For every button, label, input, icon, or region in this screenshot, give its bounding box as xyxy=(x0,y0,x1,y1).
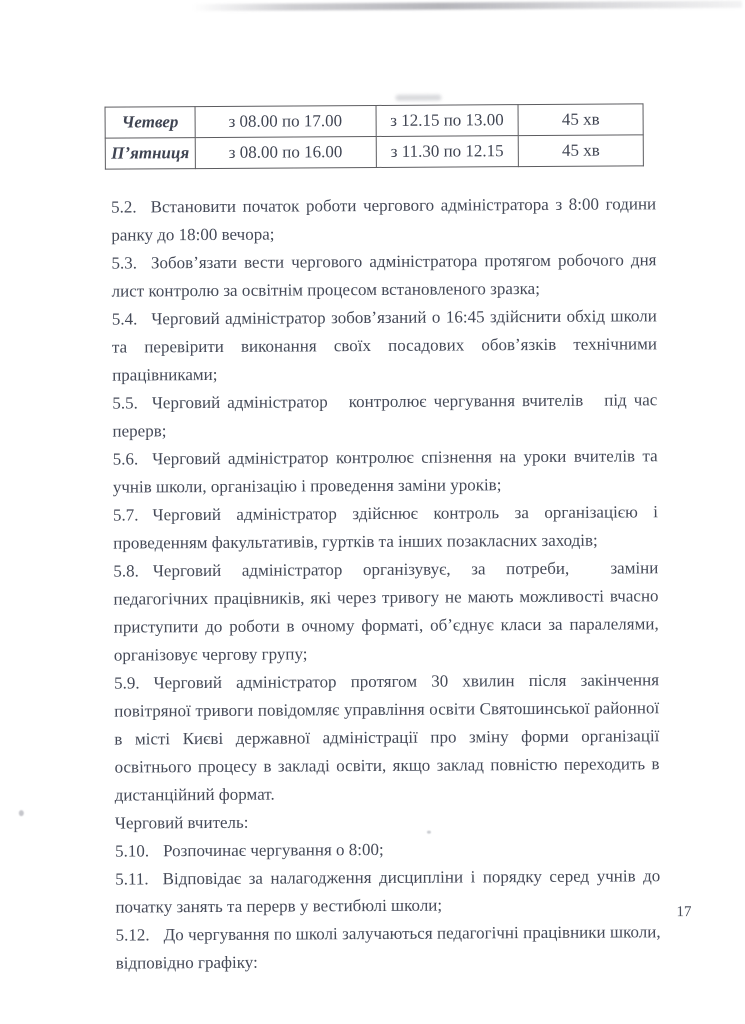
paragraph-number: 5.8. xyxy=(113,561,139,581)
duty-teacher-heading xyxy=(115,806,660,837)
paragraph-5-6 xyxy=(113,442,658,501)
paragraph-number: 5.4. xyxy=(111,309,138,329)
paragraph-5-8 xyxy=(113,554,659,669)
scan-artifact xyxy=(395,95,441,101)
paragraph-number: 5.12. xyxy=(115,925,150,945)
paragraph-text: Черговий адміністратор організувує, за потреби, заміни педагогічних працівників, які через тривогу не мають можливості вчасно приступити до роботи в очному форматі, об’єднує класи за паралелями, організовує чергову групу; xyxy=(113,558,659,665)
paragraph-number: 5.3. xyxy=(111,253,138,273)
paragraph-5-4 xyxy=(112,302,658,389)
table-cell-work-hours: з 08.00 по 17.00 xyxy=(195,105,376,137)
paragraph-5-9 xyxy=(114,666,660,809)
paragraph-text: Зобов’язати вести чергового адміністратора протягом робочого дня лист контролю за освітнім процесом встановленого зразка; xyxy=(111,250,657,301)
paragraph-5-12 xyxy=(115,918,660,977)
paragraph-text: Черговий адміністратор контролює чергування вчителів під час перерв; xyxy=(112,390,658,441)
paragraph-number: 5.11. xyxy=(115,869,149,889)
scan-artifact xyxy=(19,810,24,816)
table-cell-break-hours: з 12.15 по 13.00 xyxy=(376,105,519,137)
paragraph-5-11 xyxy=(115,862,660,921)
paragraph-text: Черговий адміністратор здійснює контроль за організацією і проведенням факультативів, гуртків та інших позакласних заходів; xyxy=(113,502,659,553)
table-cell-duration: 45 хв xyxy=(518,104,643,136)
duty-schedule-table xyxy=(105,103,644,169)
paragraph-number: 5.5. xyxy=(112,393,138,413)
paragraph-text: Черговий адміністратор протягом 30 хвилин після закінчення повітряної тривоги повідомляє управління освіти Святошинської районної в місті Києві державної адміністрації про зміну форми організації освітнього процесу в закладі освіти, якщо заклад повністю переходить в дистанційний формат. xyxy=(114,670,660,805)
table-row xyxy=(105,135,643,169)
paragraph-5-5 xyxy=(112,386,657,445)
page-number: 17 xyxy=(676,904,692,921)
paragraph-5-7 xyxy=(113,498,658,557)
table-cell-day: Четвер xyxy=(105,107,195,139)
paragraph-text: Встановити початок роботи чергового адміністратора з 8:00 години ранку до 18:00 вечора; xyxy=(111,194,657,245)
scan-artifact xyxy=(192,1,742,11)
paragraph-number: 5.7. xyxy=(112,505,139,525)
paragraph-5-2 xyxy=(111,190,656,249)
paragraph-number: 5.2. xyxy=(111,197,137,217)
paragraph-text: Черговий адміністратор зобов’язаний о 16:45 здійснити обхід школи та перевірити виконання своїх посадових обов’язків технічними працівниками; xyxy=(111,306,658,385)
paragraph-text: Відповідає за налагодження дисципліни і порядку серед учнів до початку занять та перерв у вестибюлі школи; xyxy=(115,866,661,917)
table-cell-day: П’ятниця xyxy=(105,138,195,170)
paragraph-number: 5.9. xyxy=(113,673,140,693)
paragraph-5-3 xyxy=(111,246,656,305)
table-cell-work-hours: з 08.00 по 16.00 xyxy=(195,136,376,168)
document-body xyxy=(111,190,661,977)
paragraph-text: До чергування по школі залучаються педагогічні працівники школи, відповідно графіку: xyxy=(115,922,661,973)
table-row xyxy=(105,104,643,138)
paragraph-text: Розпочинає чергування о 8:00; xyxy=(163,839,384,861)
paragraph-text: Черговий адміністратор контролює спізнення на уроки вчителів та учнів школи, організацію і проведення заміни уроків; xyxy=(112,446,658,497)
paragraph-number: 5.10. xyxy=(115,841,150,861)
paragraph-number: 5.6. xyxy=(112,449,139,469)
paragraph-text: Черговий вчитель: xyxy=(114,812,249,833)
paragraph-5-10 xyxy=(115,834,660,865)
table-cell-duration: 45 хв xyxy=(518,135,643,167)
table-cell-break-hours: з 11.30 по 12.15 xyxy=(376,136,519,168)
